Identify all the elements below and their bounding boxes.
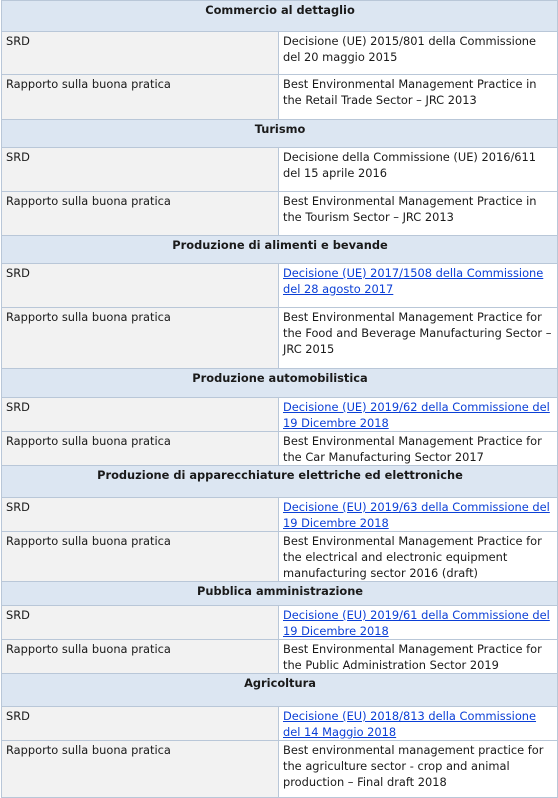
- table-row: [2, 32, 558, 75]
- row-value: Best Environmental Management Practice for the Car Manufacturing Sector 2017: [279, 432, 558, 466]
- row-label: Rapporto sulla buona pratica: [2, 532, 279, 582]
- section-title: Pubblica amministrazione: [2, 582, 558, 606]
- table-row: [2, 75, 558, 120]
- row-label: Rapporto sulla buona pratica: [2, 75, 279, 120]
- row-value: Best Environmental Management Practice for the Food and Beverage Manufacturing Sector – JRC 2015: [279, 308, 558, 369]
- section-header-row: [2, 369, 558, 398]
- section-header-row: [2, 674, 558, 707]
- row-value-cell: [279, 707, 558, 741]
- section-title: Produzione di apparecchiature elettriche ed elettroniche: [2, 466, 558, 498]
- section-header-row: [2, 236, 558, 264]
- row-value-cell: [279, 606, 558, 640]
- row-value-cell: [279, 498, 558, 532]
- decision-link[interactable]: Decisione (UE) 2019/62 della Commissione del 19 Dicembre 2018: [283, 400, 550, 430]
- section-title: Commercio al dettaglio: [2, 1, 558, 32]
- row-value: Best Environmental Management Practice for the Public Administration Sector 2019: [279, 640, 558, 674]
- row-value: Best Environmental Management Practice for the electrical and electronic equipment manufacturing sector 2016 (draft): [279, 532, 558, 582]
- row-label: Rapporto sulla buona pratica: [2, 432, 279, 466]
- table-row: [2, 398, 558, 432]
- row-label: Rapporto sulla buona pratica: [2, 192, 279, 236]
- section-header-row: [2, 466, 558, 498]
- table-row: [2, 432, 558, 466]
- row-label: Rapporto sulla buona pratica: [2, 741, 279, 798]
- decision-link[interactable]: Decisione (UE) 2017/1508 della Commissione del 28 agosto 2017: [283, 266, 544, 296]
- row-value: Decisione della Commissione (UE) 2016/611 del 15 aprile 2016: [279, 148, 558, 192]
- decision-link[interactable]: Decisione (EU) 2019/61 della Commissione del 19 Dicembre 2018: [283, 608, 550, 638]
- section-title: Produzione di alimenti e bevande: [2, 236, 558, 264]
- row-label: Rapporto sulla buona pratica: [2, 308, 279, 369]
- table-row: [2, 741, 558, 798]
- decision-link[interactable]: Decisione (EU) 2019/63 della Commissione del 19 Dicembre 2018: [283, 500, 550, 530]
- table-row: [2, 532, 558, 582]
- decision-link[interactable]: Decisione (EU) 2018/813 della Commissione del 14 Maggio 2018: [283, 709, 537, 739]
- row-label: SRD: [2, 707, 279, 741]
- row-value: Best Environmental Management Practice in the Tourism Sector – JRC 2013: [279, 192, 558, 236]
- row-value: Decisione (UE) 2015/801 della Commissione del 20 maggio 2015: [279, 32, 558, 75]
- table-body: [2, 1, 558, 798]
- table-row: [2, 606, 558, 640]
- row-label: SRD: [2, 606, 279, 640]
- table-row: [2, 192, 558, 236]
- section-header-row: [2, 1, 558, 32]
- table-row: [2, 707, 558, 741]
- row-value: Best environmental management practice for the agriculture sector - crop and animal production – Final draft 2018: [279, 741, 558, 798]
- table-row: [2, 148, 558, 192]
- row-label: SRD: [2, 498, 279, 532]
- section-header-row: [2, 120, 558, 148]
- section-header-row: [2, 582, 558, 606]
- table-row: [2, 308, 558, 369]
- row-label: SRD: [2, 32, 279, 75]
- row-value: Best Environmental Management Practice in the Retail Trade Sector – JRC 2013: [279, 75, 558, 120]
- section-title: Produzione automobilistica: [2, 369, 558, 398]
- row-value-cell: [279, 398, 558, 432]
- table-row: [2, 498, 558, 532]
- row-label: SRD: [2, 398, 279, 432]
- srd-table: [1, 0, 558, 798]
- row-value-cell: [279, 264, 558, 308]
- section-title: Turismo: [2, 120, 558, 148]
- table-row: [2, 264, 558, 308]
- row-label: SRD: [2, 264, 279, 308]
- table-row: [2, 640, 558, 674]
- row-label: Rapporto sulla buona pratica: [2, 640, 279, 674]
- row-label: SRD: [2, 148, 279, 192]
- section-title: Agricoltura: [2, 674, 558, 707]
